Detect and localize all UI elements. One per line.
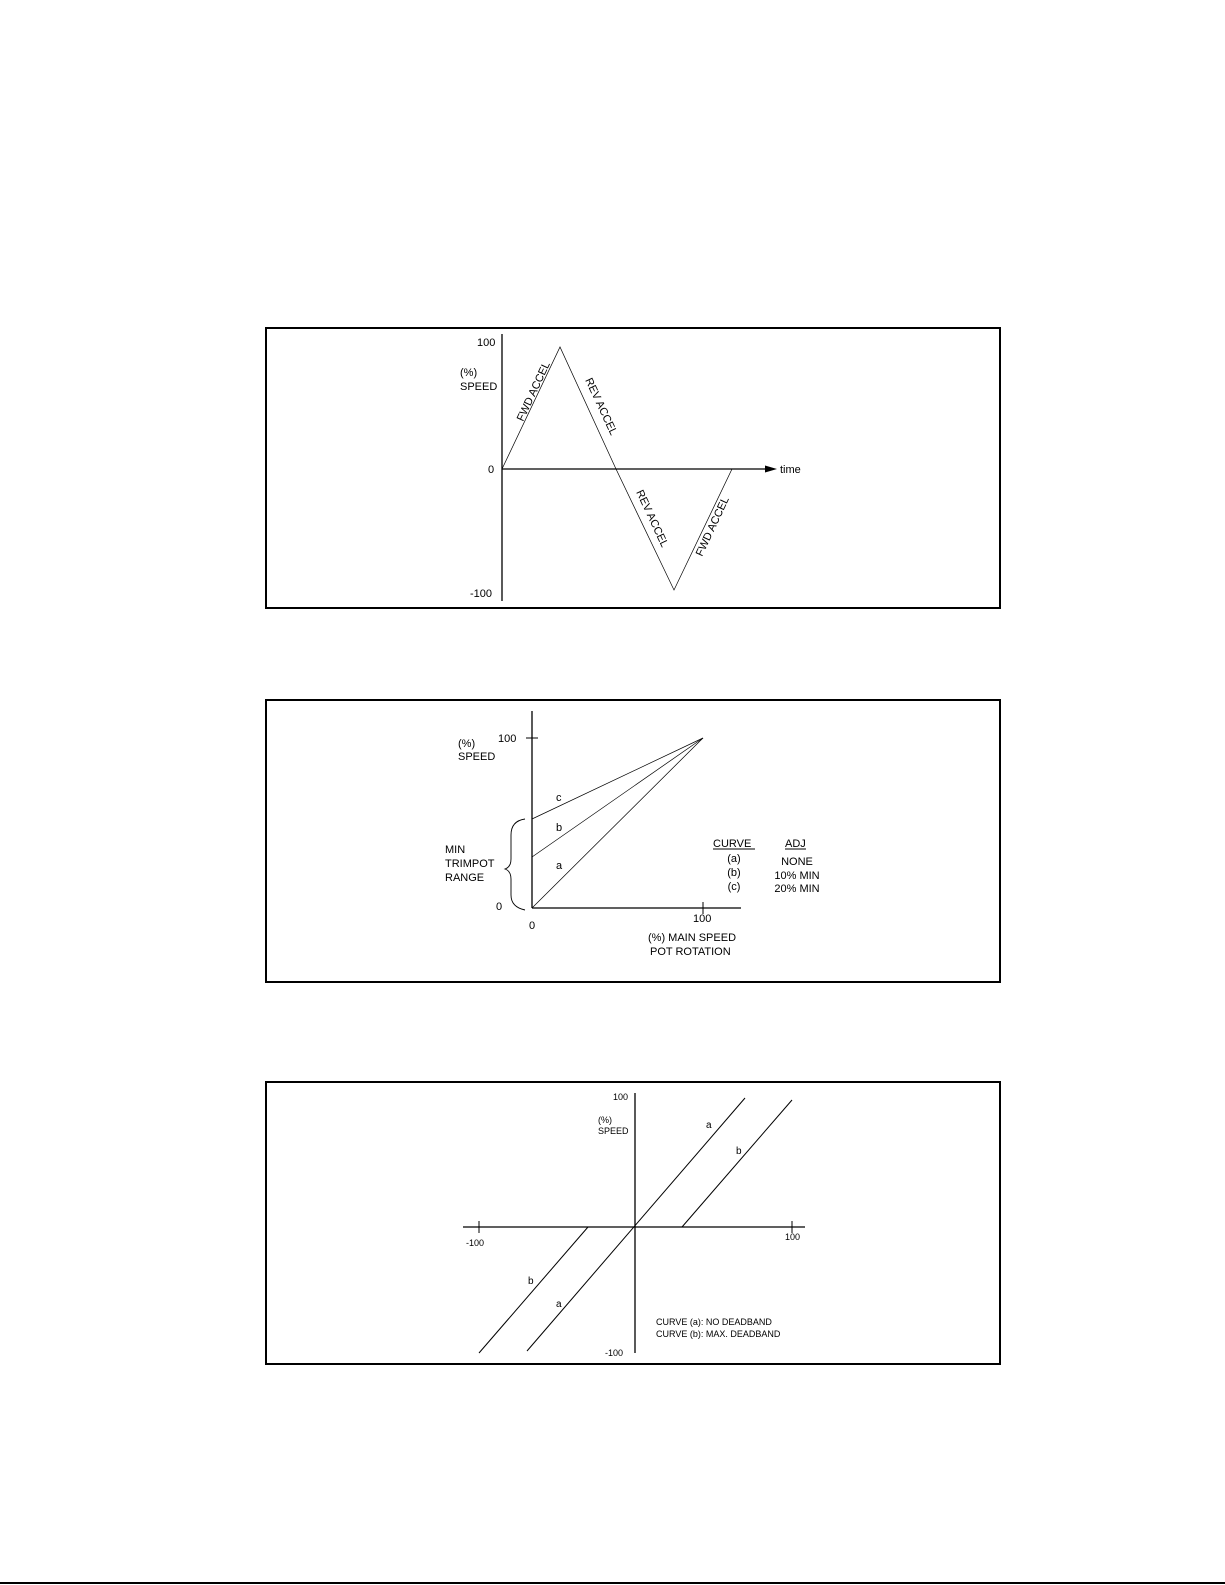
y-tick-100: 100 <box>613 1092 629 1102</box>
table-head-adj: ADJ <box>785 838 806 850</box>
curve-c-label: c <box>556 792 562 804</box>
min-trimpot-brace <box>505 819 525 910</box>
legend-line1: CURVE (a): NO DEADBAND <box>656 1317 772 1327</box>
diagram-min-trimpot <box>267 701 999 981</box>
diagram-accel-frame <box>265 327 1001 609</box>
curve-b-lower-label: b <box>528 1276 534 1287</box>
y-tick-0: 0 <box>488 464 495 476</box>
x-tick-100: 100 <box>693 913 712 925</box>
diagram-accel <box>267 329 999 607</box>
table-adj-b: 10% MIN <box>774 870 820 882</box>
y-axis-label-line1: (%) <box>460 367 478 379</box>
table-curve-b: (b) <box>727 867 741 879</box>
y-axis-label-line1: (%) <box>598 1115 612 1125</box>
table-adj-a: NONE <box>781 856 813 868</box>
curve-b-upper-line <box>682 1100 792 1227</box>
segment-label-fwd-accel-2: FWD ACCEL <box>693 495 732 559</box>
y-tick-0: 0 <box>496 901 503 913</box>
y-tick-100: 100 <box>477 337 496 349</box>
segment-label-rev-accel-1: REV ACCEL <box>582 376 620 438</box>
x-axis-label-line2: POT ROTATION <box>650 946 731 958</box>
y-axis-label-line2: SPEED <box>460 381 498 393</box>
diagram-min-trimpot-frame <box>265 699 1001 983</box>
curve-c-line <box>532 738 703 819</box>
brace-label-line3: RANGE <box>445 872 485 884</box>
curve-table <box>727 853 819 895</box>
table-curve-a: (a) <box>727 853 741 865</box>
brace-label-line1: MIN <box>445 844 466 856</box>
curve-a-line <box>527 1098 745 1351</box>
curve-b-upper-label: b <box>736 1146 742 1157</box>
y-tick-minus-100: -100 <box>470 588 493 600</box>
x-axis-label: time <box>780 464 801 476</box>
segment-label-rev-accel-2: REV ACCEL <box>633 488 671 550</box>
curve-a-label: a <box>556 860 563 872</box>
page-bottom-rule <box>0 1582 1225 1584</box>
curve-b-lower-line <box>479 1227 588 1353</box>
x-tick-0: 0 <box>529 920 536 932</box>
curve-b-label: b <box>556 822 563 834</box>
segment-label-fwd-accel-1: FWD ACCEL <box>514 360 553 424</box>
diagram-deadband <box>267 1083 999 1363</box>
table-head-curve: CURVE <box>713 838 752 850</box>
y-tick-100: 100 <box>498 733 517 745</box>
y-axis-label-line1: (%) <box>458 738 476 750</box>
legend-line2: CURVE (b): MAX. DEADBAND <box>656 1329 781 1339</box>
diagram-deadband-frame <box>265 1081 1001 1365</box>
x-tick-minus-100: -100 <box>466 1238 485 1248</box>
y-axis-label-line2: SPEED <box>458 751 496 763</box>
curve-a-lower-label: a <box>556 1299 562 1310</box>
y-tick-minus-100: -100 <box>605 1348 624 1358</box>
table-curve-c: (c) <box>727 881 741 893</box>
x-axis-arrowhead <box>765 466 777 473</box>
brace-label-line2: TRIMPOT <box>445 858 495 870</box>
x-tick-100: 100 <box>785 1232 801 1242</box>
curve-a-upper-label: a <box>706 1120 712 1131</box>
table-adj-c: 20% MIN <box>774 883 820 895</box>
x-axis-label-line1: (%) MAIN SPEED <box>648 932 737 944</box>
y-axis-label-line2: SPEED <box>598 1126 629 1136</box>
